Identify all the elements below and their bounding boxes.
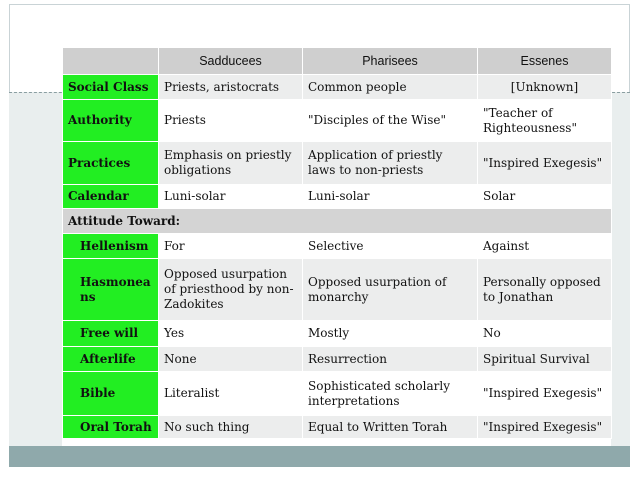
table-row bbox=[63, 321, 612, 347]
table-cell: Common people bbox=[303, 75, 478, 100]
table-cell: Priests, aristocrats bbox=[159, 75, 303, 100]
table-cell: Luni-solar bbox=[159, 185, 303, 209]
header-cell-essenes: Essenes bbox=[478, 48, 612, 75]
right-grey-band bbox=[611, 92, 630, 446]
table-cell: No bbox=[478, 321, 612, 347]
header-row bbox=[63, 48, 612, 75]
table-cell: Literalist bbox=[159, 372, 303, 416]
row-label: Calendar bbox=[63, 185, 159, 209]
table-cell: Yes bbox=[159, 321, 303, 347]
table-cell: "Inspired Exegesis" bbox=[478, 416, 612, 439]
table-cell: Resurrection bbox=[303, 347, 478, 372]
section-row bbox=[63, 209, 612, 234]
table-row bbox=[63, 185, 612, 209]
header-cell-sadducees: Sadducees bbox=[159, 48, 303, 75]
row-label: Afterlife bbox=[63, 347, 159, 372]
table-cell: [Unknown] bbox=[478, 75, 612, 100]
section-heading: Attitude Toward: bbox=[63, 209, 612, 234]
bottom-band bbox=[9, 446, 630, 467]
row-label: Oral Torah bbox=[63, 416, 159, 439]
table-row bbox=[63, 416, 612, 439]
table-cell: Emphasis on priestly obligations bbox=[159, 142, 303, 185]
table-cell: "Inspired Exegesis" bbox=[478, 142, 612, 185]
table-cell: No such thing bbox=[159, 416, 303, 439]
row-label: Free will bbox=[63, 321, 159, 347]
table-row bbox=[63, 75, 612, 100]
header-cell-empty bbox=[63, 48, 159, 75]
table-row bbox=[63, 347, 612, 372]
table-cell: "Teacher of Righteousness" bbox=[478, 100, 612, 142]
table-row bbox=[63, 259, 612, 321]
row-label: Bible bbox=[63, 372, 159, 416]
table-cell: Opposed usurpation of monarchy bbox=[303, 259, 478, 321]
table-cell: Luni-solar bbox=[303, 185, 478, 209]
left-grey-band bbox=[9, 92, 62, 446]
table-cell: For bbox=[159, 234, 303, 259]
table-row bbox=[63, 234, 612, 259]
comparison-table bbox=[62, 47, 612, 439]
table-cell: Solar bbox=[478, 185, 612, 209]
table-cell: Application of priestly laws to non-priests bbox=[303, 142, 478, 185]
table-cell: Personally opposed to Jonathan bbox=[478, 259, 612, 321]
table-row bbox=[63, 372, 612, 416]
table-cell: Priests bbox=[159, 100, 303, 142]
table-cell: "Inspired Exegesis" bbox=[478, 372, 612, 416]
table-cell: "Disciples of the Wise" bbox=[303, 100, 478, 142]
row-label: Authority bbox=[63, 100, 159, 142]
row-label: Hasmonea ns bbox=[63, 259, 159, 321]
table-cell: Sophisticated scholarly interpretations bbox=[303, 372, 478, 416]
row-label: Practices bbox=[63, 142, 159, 185]
table-cell: None bbox=[159, 347, 303, 372]
row-label: Social Class bbox=[63, 75, 159, 100]
table-cell: Selective bbox=[303, 234, 478, 259]
table-cell: Equal to Written Torah bbox=[303, 416, 478, 439]
header-cell-pharisees: Pharisees bbox=[303, 48, 478, 75]
table-cell: Mostly bbox=[303, 321, 478, 347]
table-row bbox=[63, 142, 612, 185]
row-label: Hellenism bbox=[63, 234, 159, 259]
table-cell: Spiritual Survival bbox=[478, 347, 612, 372]
table-row bbox=[63, 100, 612, 142]
table-cell: Opposed usurpation of priesthood by non-Zadokites bbox=[159, 259, 303, 321]
table-cell: Against bbox=[478, 234, 612, 259]
